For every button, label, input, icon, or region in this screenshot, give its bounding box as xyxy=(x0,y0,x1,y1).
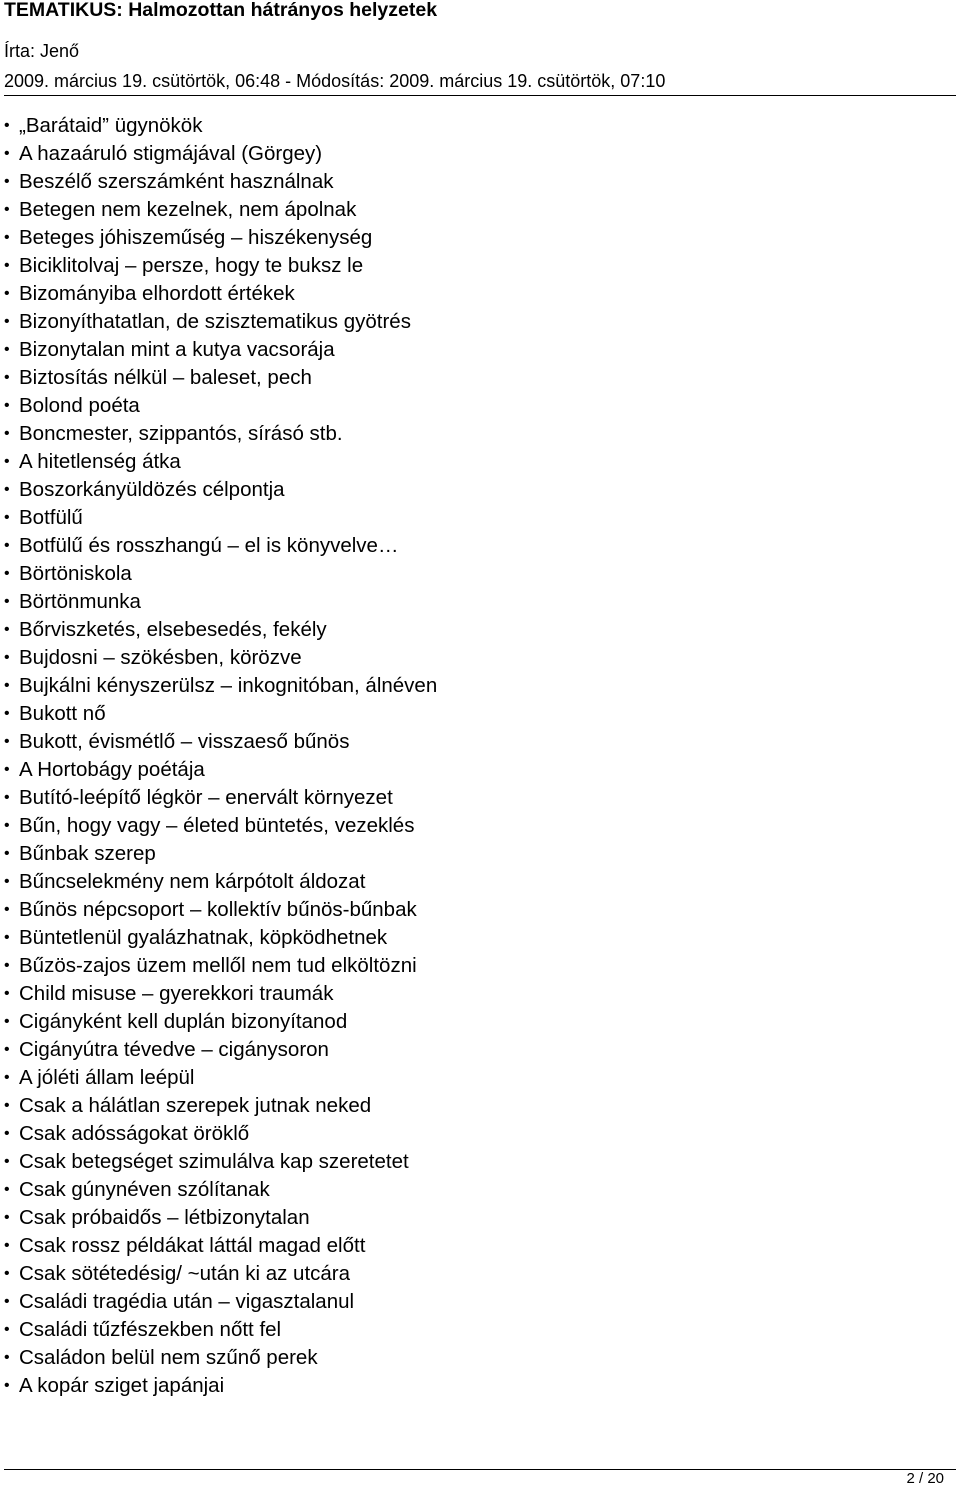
bullet-icon: • xyxy=(4,1097,10,1114)
bullet-icon: • xyxy=(4,509,10,526)
list-item xyxy=(0,364,437,392)
bullet-icon: • xyxy=(4,481,10,498)
bullet-icon: • xyxy=(4,537,10,554)
page-number: 2 / 20 xyxy=(906,1470,944,1487)
list-item xyxy=(0,868,437,896)
list-item-text: Csak adósságokat öröklő xyxy=(19,1122,250,1145)
bullet-icon: • xyxy=(4,1041,10,1058)
bullet-icon: • xyxy=(4,229,10,246)
list-item-text: A kopár sziget japánjai xyxy=(19,1374,225,1397)
list-item xyxy=(0,252,437,280)
list-item-text: Családi tragédia után – vigasztalanul xyxy=(19,1290,355,1313)
list-item-text: Botfülű xyxy=(19,506,83,529)
bullet-icon: • xyxy=(4,1321,10,1338)
bullet-icon: • xyxy=(4,761,10,778)
list-item xyxy=(0,1064,437,1092)
list-item xyxy=(0,532,437,560)
list-item-text: Bűn, hogy vagy – életed büntetés, vezeklés xyxy=(19,814,415,837)
header-divider xyxy=(4,95,956,96)
bullet-icon: • xyxy=(4,1013,10,1030)
list-item xyxy=(0,448,437,476)
list-item-text: Beszélő szerszámként használnak xyxy=(19,170,334,193)
list-item xyxy=(0,560,437,588)
list-item-text: Bőrviszketés, elsebesedés, fekély xyxy=(19,618,327,641)
list-item xyxy=(0,1260,437,1288)
list-item xyxy=(0,140,437,168)
bullet-icon: • xyxy=(4,145,10,162)
list-item xyxy=(0,1148,437,1176)
list-item xyxy=(0,1288,437,1316)
bullet-icon: • xyxy=(4,901,10,918)
list-item-text: Bujkálni kényszerülsz – inkognitóban, álnéven xyxy=(19,674,438,697)
bullet-icon: • xyxy=(4,929,10,946)
list-item-text: Csak próbaidős – létbizonytalan xyxy=(19,1206,310,1229)
bullet-icon: • xyxy=(4,1209,10,1226)
bullet-icon: • xyxy=(4,425,10,442)
bullet-icon: • xyxy=(4,1349,10,1366)
list-item-text: Butító-leépítő légkör – enervált környezet xyxy=(19,786,393,809)
list-item-text: Bűzös-zajos üzem mellől nem tud elköltözni xyxy=(19,954,417,977)
list-item-text: Biciklitolvaj – persze, hogy te buksz le xyxy=(19,254,364,277)
list-item-text: Bolond poéta xyxy=(19,394,140,417)
list-item xyxy=(0,952,437,980)
bullet-icon: • xyxy=(4,1181,10,1198)
bullet-icon: • xyxy=(4,257,10,274)
bullet-icon: • xyxy=(4,621,10,638)
document-header xyxy=(4,0,956,91)
list-item-text: Családon belül nem szűnő perek xyxy=(19,1346,318,1369)
list-item xyxy=(0,280,437,308)
list-item xyxy=(0,728,437,756)
bullet-list xyxy=(0,112,437,1400)
footer-divider xyxy=(4,1469,956,1470)
list-item xyxy=(0,1344,437,1372)
bullet-icon: • xyxy=(4,285,10,302)
bullet-icon: • xyxy=(4,1153,10,1170)
bullet-icon: • xyxy=(4,677,10,694)
list-item xyxy=(0,168,437,196)
list-item-text: Boncmester, szippantós, sírásó stb. xyxy=(19,422,343,445)
list-item-text: Bizonyíthatatlan, de szisztematikus gyötrés xyxy=(19,310,411,333)
list-item xyxy=(0,896,437,924)
list-item xyxy=(0,700,437,728)
list-item-text: Csak gúnynéven szólítanak xyxy=(19,1178,270,1201)
list-item-text: Bizományiba elhordott értékek xyxy=(19,282,295,305)
bullet-icon: • xyxy=(4,789,10,806)
list-item-text: Bukott, évismétlő – visszaeső bűnös xyxy=(19,730,350,753)
list-item xyxy=(0,1008,437,1036)
list-item xyxy=(0,1036,437,1064)
list-item-text: Csak a hálátlan szerepek jutnak neked xyxy=(19,1094,372,1117)
list-item xyxy=(0,784,437,812)
list-item-text: Börtönmunka xyxy=(19,590,141,613)
bullet-icon: • xyxy=(4,117,10,134)
bullet-icon: • xyxy=(4,649,10,666)
list-item-text: Csak betegséget szimulálva kap szeretetet xyxy=(19,1150,409,1173)
bullet-icon: • xyxy=(4,397,10,414)
list-item xyxy=(0,588,437,616)
bullet-icon: • xyxy=(4,873,10,890)
bullet-icon: • xyxy=(4,453,10,470)
list-item-text: Botfülű és rosszhangú – el is könyvelve… xyxy=(19,534,399,557)
list-item-text: Bűncselekmény nem kárpótolt áldozat xyxy=(19,870,366,893)
list-item xyxy=(0,616,437,644)
list-item-text: A jóléti állam leépül xyxy=(19,1066,195,1089)
list-item xyxy=(0,1204,437,1232)
bullet-icon: • xyxy=(4,733,10,750)
bullet-icon: • xyxy=(4,817,10,834)
list-item xyxy=(0,196,437,224)
bullet-icon: • xyxy=(4,1377,10,1394)
list-item xyxy=(0,756,437,784)
list-item xyxy=(0,672,437,700)
bullet-icon: • xyxy=(4,1265,10,1282)
list-item-text: Csak rossz példákat láttál magad előtt xyxy=(19,1234,366,1257)
list-item-text: Child misuse – gyerekkori traumák xyxy=(19,982,334,1005)
list-item xyxy=(0,1092,437,1120)
bullet-icon: • xyxy=(4,1237,10,1254)
list-item-text: Büntetlenül gyalázhatnak, köpködhetnek xyxy=(19,926,388,949)
bullet-icon: • xyxy=(4,1293,10,1310)
list-item-text: Bukott nő xyxy=(19,702,106,725)
list-item-text: A Hortobágy poétája xyxy=(19,758,205,781)
list-item-text: Betegen nem kezelnek, nem ápolnak xyxy=(19,198,357,221)
list-item xyxy=(0,812,437,840)
list-item xyxy=(0,392,437,420)
bullet-icon: • xyxy=(4,593,10,610)
list-item-text: Bujdosni – szökésben, körözve xyxy=(19,646,302,669)
document-title: TEMATIKUS: Halmozottan hátrányos helyzetek xyxy=(4,0,438,21)
bullet-icon: • xyxy=(4,173,10,190)
list-item xyxy=(0,840,437,868)
list-item-text: A hazaáruló stigmájával (Görgey) xyxy=(19,142,323,165)
list-item xyxy=(0,476,437,504)
list-item-text: Bűnbak szerep xyxy=(19,842,156,865)
list-item xyxy=(0,1372,437,1400)
list-item xyxy=(0,420,437,448)
bullet-icon: • xyxy=(4,565,10,582)
bullet-icon: • xyxy=(4,705,10,722)
bullet-icon: • xyxy=(4,201,10,218)
list-item xyxy=(0,1232,437,1260)
bullet-icon: • xyxy=(4,1069,10,1086)
list-item-text: Bűnös népcsoport – kollektív bűnös-bűnbak xyxy=(19,898,417,921)
list-item-text: Beteges jóhiszeműség – hiszékenység xyxy=(19,226,373,249)
list-item-text: Cigányútra tévedve – cigánysoron xyxy=(19,1038,329,1061)
bullet-icon: • xyxy=(4,845,10,862)
list-item-text: Biztosítás nélkül – baleset, pech xyxy=(19,366,312,389)
author-line: Írta: Jenő xyxy=(4,41,80,61)
list-item xyxy=(0,1120,437,1148)
list-item xyxy=(0,112,437,140)
list-item xyxy=(0,980,437,1008)
list-item xyxy=(0,504,437,532)
list-item xyxy=(0,924,437,952)
list-item xyxy=(0,1176,437,1204)
bullet-icon: • xyxy=(4,957,10,974)
list-item xyxy=(0,308,437,336)
bullet-icon: • xyxy=(4,985,10,1002)
list-item-text: Csak sötétedésig/ ~után ki az utcára xyxy=(19,1262,351,1285)
bullet-icon: • xyxy=(4,313,10,330)
list-item xyxy=(0,224,437,252)
list-item xyxy=(0,644,437,672)
list-item-text: Börtöniskola xyxy=(19,562,132,585)
date-line: 2009. március 19. csütörtök, 06:48 - Módosítás: 2009. március 19. csütörtök, 07:10 xyxy=(4,71,666,91)
bullet-icon: • xyxy=(4,369,10,386)
list-item xyxy=(0,1316,437,1344)
list-item-text: Családi tűzfészekben nőtt fel xyxy=(19,1318,282,1341)
list-item-text: Boszorkányüldözés célpontja xyxy=(19,478,285,501)
bullet-icon: • xyxy=(4,341,10,358)
list-item-text: Bizonytalan mint a kutya vacsorája xyxy=(19,338,335,361)
list-item-text: A hitetlenség átka xyxy=(19,450,181,473)
list-item-text: Cigányként kell duplán bizonyítanod xyxy=(19,1010,348,1033)
bullet-icon: • xyxy=(4,1125,10,1142)
list-item xyxy=(0,336,437,364)
list-item-text: „Barátaid” ügynökök xyxy=(19,114,203,137)
